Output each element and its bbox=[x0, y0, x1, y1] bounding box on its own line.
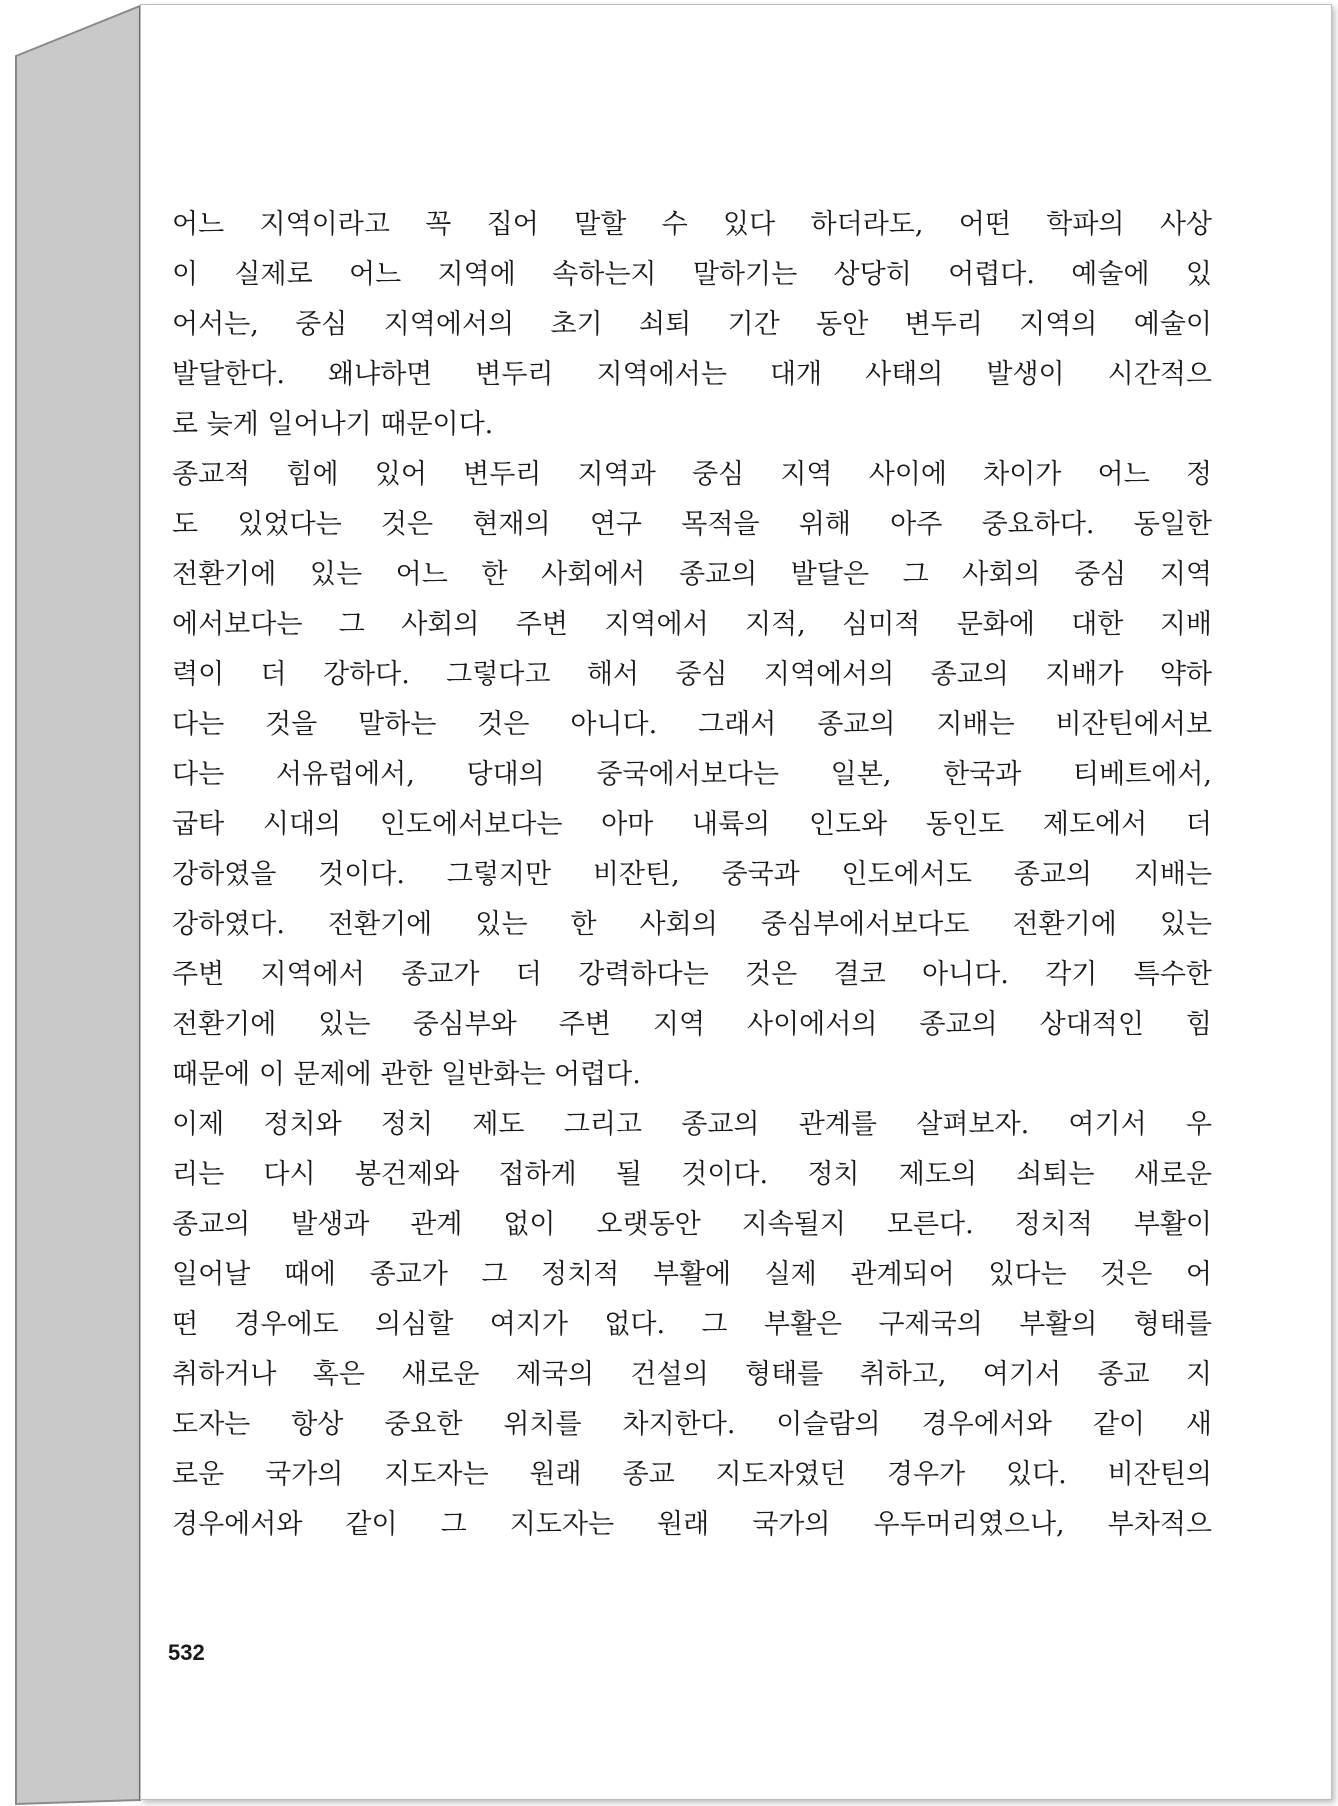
page-number: 532 bbox=[168, 1640, 205, 1665]
text-line: 종교의 발생과 관계 없이 오랫동안 지속될지 모른다. 정치적 부활이 bbox=[172, 1209, 1212, 1240]
text-line: 전환기에 있는 중심부와 주변 지역 사이에서의 종교의 상대적인 힘 bbox=[172, 1009, 1212, 1040]
text-line: 떤 경우에도 의심할 여지가 없다. 그 부활은 구제국의 부활의 형태를 bbox=[172, 1309, 1212, 1340]
text-line: 다는 것을 말하는 것은 아니다. 그래서 종교의 지배는 비잔틴에서보 bbox=[172, 709, 1212, 740]
text-line: 취하거나 혹은 새로운 제국의 건설의 형태를 취하고, 여기서 종교 지 bbox=[172, 1359, 1212, 1390]
text-line: 경우에서와 같이 그 지도자는 원래 국가의 우두머리였으나, 부차적으 bbox=[172, 1509, 1212, 1540]
text-line: 주변 지역에서 종교가 더 강력하다는 것은 결코 아니다. 각기 특수한 bbox=[172, 959, 1212, 990]
text-line: 에서보다는 그 사회의 주변 지역에서 지적, 심미적 문화에 대한 지배 bbox=[172, 609, 1212, 640]
text-line: 어서는, 중심 지역에서의 초기 쇠퇴 기간 동안 변두리 지역의 예술이 bbox=[172, 309, 1212, 340]
text-line: 이 실제로 어느 지역에 속하는지 말하기는 상당히 어렵다. 예술에 있 bbox=[172, 259, 1212, 290]
text-line: 발달한다. 왜냐하면 변두리 지역에서는 대개 사태의 발생이 시간적으 bbox=[172, 359, 1212, 390]
text-line: 도자는 항상 중요한 위치를 차지한다. 이슬람의 경우에서와 같이 새 bbox=[172, 1409, 1212, 1440]
text-line: 어느 지역이라고 꼭 집어 말할 수 있다 하더라도, 어떤 학파의 사상 bbox=[172, 209, 1212, 240]
text-line: 굽타 시대의 인도에서보다는 아마 내륙의 인도와 동인도 제도에서 더 bbox=[172, 809, 1212, 840]
text-line: 강하였다. 전환기에 있는 한 사회의 중심부에서보다도 전환기에 있는 bbox=[172, 909, 1212, 940]
text-line: 도 있었다는 것은 현재의 연구 목적을 위해 아주 중요하다. 동일한 bbox=[172, 509, 1212, 540]
text-line: 강하였을 것이다. 그렇지만 비잔틴, 중국과 인도에서도 종교의 지배는 bbox=[172, 859, 1212, 890]
body-text bbox=[172, 200, 1212, 1550]
text-line: 종교적 힘에 있어 변두리 지역과 중심 지역 사이에 차이가 어느 정 bbox=[172, 459, 1212, 490]
text-line: 다는 서유럽에서, 당대의 중국에서보다는 일본, 한국과 티베트에서, bbox=[172, 759, 1212, 790]
text-line: 리는 다시 봉건제와 접하게 될 것이다. 정치 제도의 쇠퇴는 새로운 bbox=[172, 1159, 1212, 1190]
text-line: 일어날 때에 종교가 그 정치적 부활에 실제 관계되어 있다는 것은 어 bbox=[172, 1259, 1212, 1290]
text-line: 로 늦게 일어나기 때문이다. bbox=[172, 409, 494, 440]
text-line: 전환기에 있는 어느 한 사회에서 종교의 발달은 그 사회의 중심 지역 bbox=[172, 559, 1212, 590]
text-line: 때문에 이 문제에 관한 일반화는 어렵다. bbox=[172, 1059, 641, 1090]
text-line: 이제 정치와 정치 제도 그리고 종교의 관계를 살펴보자. 여기서 우 bbox=[172, 1109, 1212, 1140]
text-line: 력이 더 강하다. 그렇다고 해서 중심 지역에서의 종교의 지배가 약하 bbox=[172, 659, 1212, 690]
text-line: 로운 국가의 지도자는 원래 종교 지도자였던 경우가 있다. 비잔틴의 bbox=[172, 1459, 1212, 1490]
